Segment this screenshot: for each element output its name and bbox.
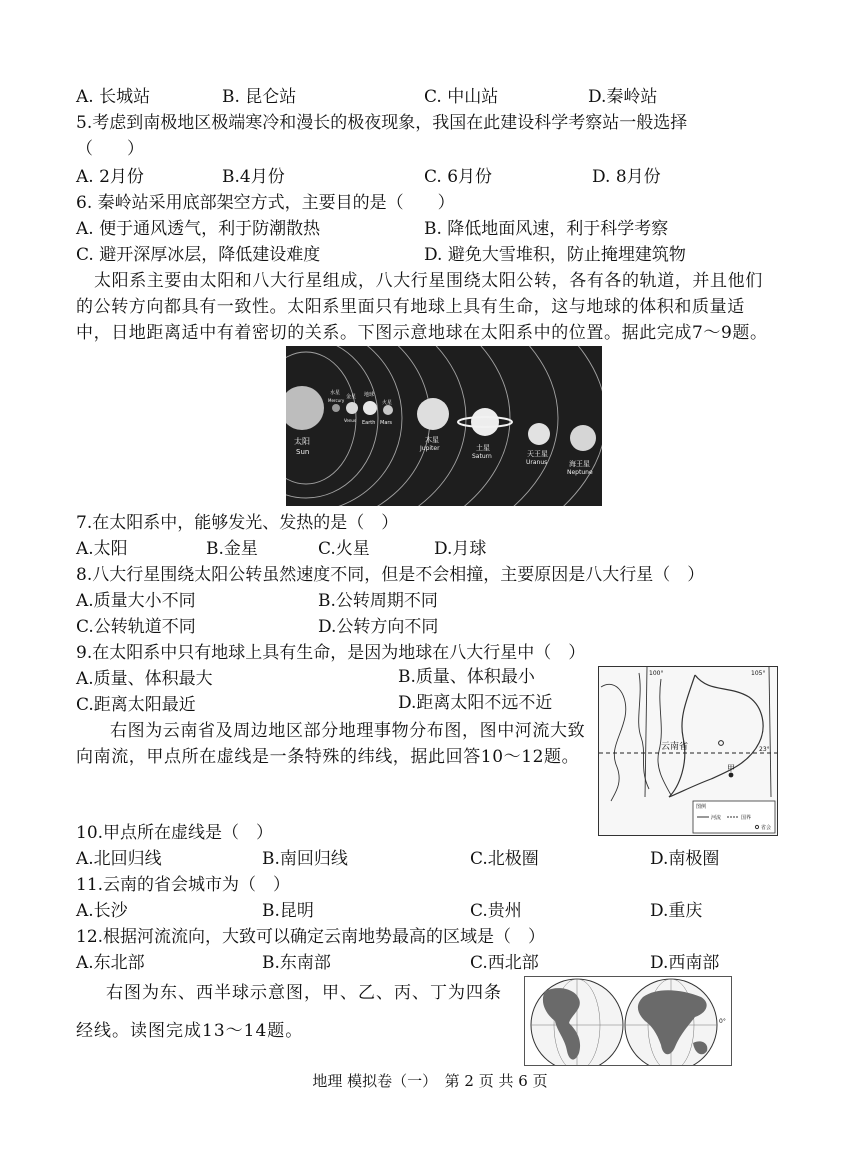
q8-option-d: D.公转方向不同 [318, 617, 439, 637]
intro-10-12: 右图为云南省及周边地区部分地理事物分布图，图中河流大致向南流，甲点所在虚线是一条特殊的纬线，据此回答10～12题。 [76, 721, 586, 767]
legend-river: 河流 [711, 815, 722, 821]
q12-option-c: C.西北部 [470, 953, 539, 973]
label-mercury-cn: 水星 [330, 390, 341, 396]
q12-stem: 12.根据河流流向，大致可以确定云南地势最高的区域是（ ） [76, 927, 546, 947]
q7-option-a: A.太阳 [76, 539, 128, 559]
label-mercury-en: Mercury [328, 398, 345, 403]
mars-icon [383, 405, 393, 415]
label-sun-cn: 太阳 [294, 437, 310, 446]
q10-option-b: B.南回归线 [262, 849, 348, 869]
q11-option-a: A.长沙 [76, 901, 128, 921]
mercury-icon [332, 404, 340, 412]
q9-option-a: A.质量、体积最大 [76, 669, 213, 689]
label-sun-en: Sun [296, 448, 310, 456]
q11-option-b: B.昆明 [262, 901, 314, 921]
q12-option-a: A.东北部 [76, 953, 145, 973]
label-venus-cn: 金星 [346, 394, 357, 400]
neptune-icon [570, 425, 596, 451]
label-neptune-cn: 海王星 [569, 460, 590, 468]
q8-option-a: A.质量大小不同 [76, 591, 196, 611]
q6-option-b: B. 降低地面风速，利于科学考察 [424, 219, 669, 239]
q5-option-d: D. 8月份 [592, 167, 661, 187]
q4-option-d: D.秦岭站 [588, 87, 658, 107]
q5-option-b: B.4月份 [222, 167, 285, 187]
venus-icon [346, 402, 358, 414]
q12-option-d: D.西南部 [650, 953, 720, 973]
label-equator: 0° [719, 1018, 726, 1025]
q4-option-a: A. 长城站 [76, 87, 151, 107]
q8-stem: 8.八大行星围绕太阳公转虽然速度不同，但是不会相撞，主要原因是八大行星（ ） [76, 565, 705, 585]
q11-stem: 11.云南的省会城市为（ ） [76, 875, 291, 895]
label-saturn-en: Saturn [472, 453, 492, 460]
q4-option-b: B. 昆仑站 [222, 87, 297, 107]
label-mars-en: Mars [380, 420, 393, 426]
hemisphere-map [525, 977, 731, 1065]
q7-option-d: D.月球 [434, 539, 487, 559]
label-uranus-en: Uranus [526, 459, 548, 466]
q10-option-a: A.北回归线 [76, 849, 162, 869]
intro-7-9: 太阳系主要由太阳和八大行星组成，八大行星围绕太阳公转，各有各的轨道，并且他们的公转方向都具有一致性。太阳系里面只有地球上具有生命，这与地球的体积和质量适中，日地距离适中有着密切的关系。下图示意地球在太阳系中的位置。据此完成7～9题。 [76, 271, 768, 343]
label-province: 云南省 [661, 742, 689, 752]
saturn-icon [471, 408, 499, 436]
q10-option-d: D.南极圈 [650, 849, 720, 869]
legend-border: 国界 [741, 815, 752, 821]
label-jupiter-en: Jupiter [420, 445, 440, 452]
label-lon1: 100° [649, 670, 664, 677]
label-earth-cn: 地球 [364, 392, 375, 398]
label-jupiter-cn: 木星 [425, 436, 439, 444]
q7-option-c: C.火星 [318, 539, 370, 559]
yunnan-map-figure [598, 666, 778, 836]
q12-option-b: B.东南部 [262, 953, 331, 973]
q8-option-b: B.公转周期不同 [318, 591, 438, 611]
intro-13-14-line2: 经线。读图完成13～14题。 [76, 1021, 304, 1041]
q6-option-d: D. 避免大雪堆积，防止掩埋建筑物 [424, 245, 686, 265]
q6-option-a: A. 便于通风透气，利于防潮散热 [76, 219, 321, 239]
q6-stem: 6. 秦岭站采用底部架空方式，主要目的是（ ） [76, 193, 455, 213]
label-saturn-cn: 土星 [476, 444, 490, 452]
uranus-icon [528, 423, 550, 445]
legend-title: 图例 [696, 804, 707, 810]
q7-stem: 7.在太阳系中，能够发光、发热的是（ ） [76, 513, 399, 533]
q5-option-a: A. 2月份 [76, 167, 144, 187]
q10-stem: 10.甲点所在虚线是（ ） [76, 823, 274, 843]
solar-system-illustration [286, 346, 602, 506]
intro-13-14-line1: 右图为东、西半球示意图，甲、乙、丙、丁为四条 [106, 983, 502, 1003]
label-neptune-en: Neptune [567, 469, 593, 476]
q4-option-c: C. 中山站 [424, 87, 499, 107]
legend-capital: 省会 [761, 825, 772, 831]
jupiter-icon [417, 398, 449, 430]
q8-option-c: C.公转轨道不同 [76, 617, 196, 637]
q9-stem: 9.在太阳系中只有地球上具有生命，是因为地球在八大行星中（ ） [76, 643, 586, 663]
q7-option-b: B.金星 [206, 539, 258, 559]
q9-option-c: C.距离太阳最近 [76, 695, 196, 715]
label-lon2: 105° [751, 670, 766, 677]
q11-option-d: D.重庆 [650, 901, 703, 921]
q9-option-d: D.距离太阳不远不近 [398, 693, 553, 713]
hemisphere-figure [524, 976, 732, 1066]
q6-option-c: C. 避开深厚冰层，降低建设难度 [76, 245, 321, 265]
q5-stem: 5.考虑到南极地区极端寒冷和漫长的极夜现象，我国在此建设科学考察站一般选择 [76, 113, 688, 133]
q11-option-c: C.贵州 [470, 901, 522, 921]
q9-option-b: B.质量、体积最小 [398, 667, 535, 687]
label-jia: 甲 [727, 764, 735, 773]
point-jia-icon [729, 773, 734, 778]
label-uranus-cn: 天王星 [527, 450, 548, 458]
label-earth-en: Earth [362, 420, 376, 426]
earth-icon [363, 401, 377, 415]
label-lat: 23° [759, 746, 770, 753]
label-venus-en: Venus [344, 418, 357, 423]
yunnan-map [599, 667, 777, 835]
solar-system-figure [286, 346, 602, 506]
q5-option-c: C. 6月份 [424, 167, 493, 187]
page-footer: 地理 模拟卷（一） 第 2 页 共 6 页 [312, 1072, 548, 1090]
q10-option-c: C.北极圈 [470, 849, 539, 869]
label-mars-cn: 火星 [382, 400, 393, 406]
q5-paren: （ ） [76, 139, 144, 159]
